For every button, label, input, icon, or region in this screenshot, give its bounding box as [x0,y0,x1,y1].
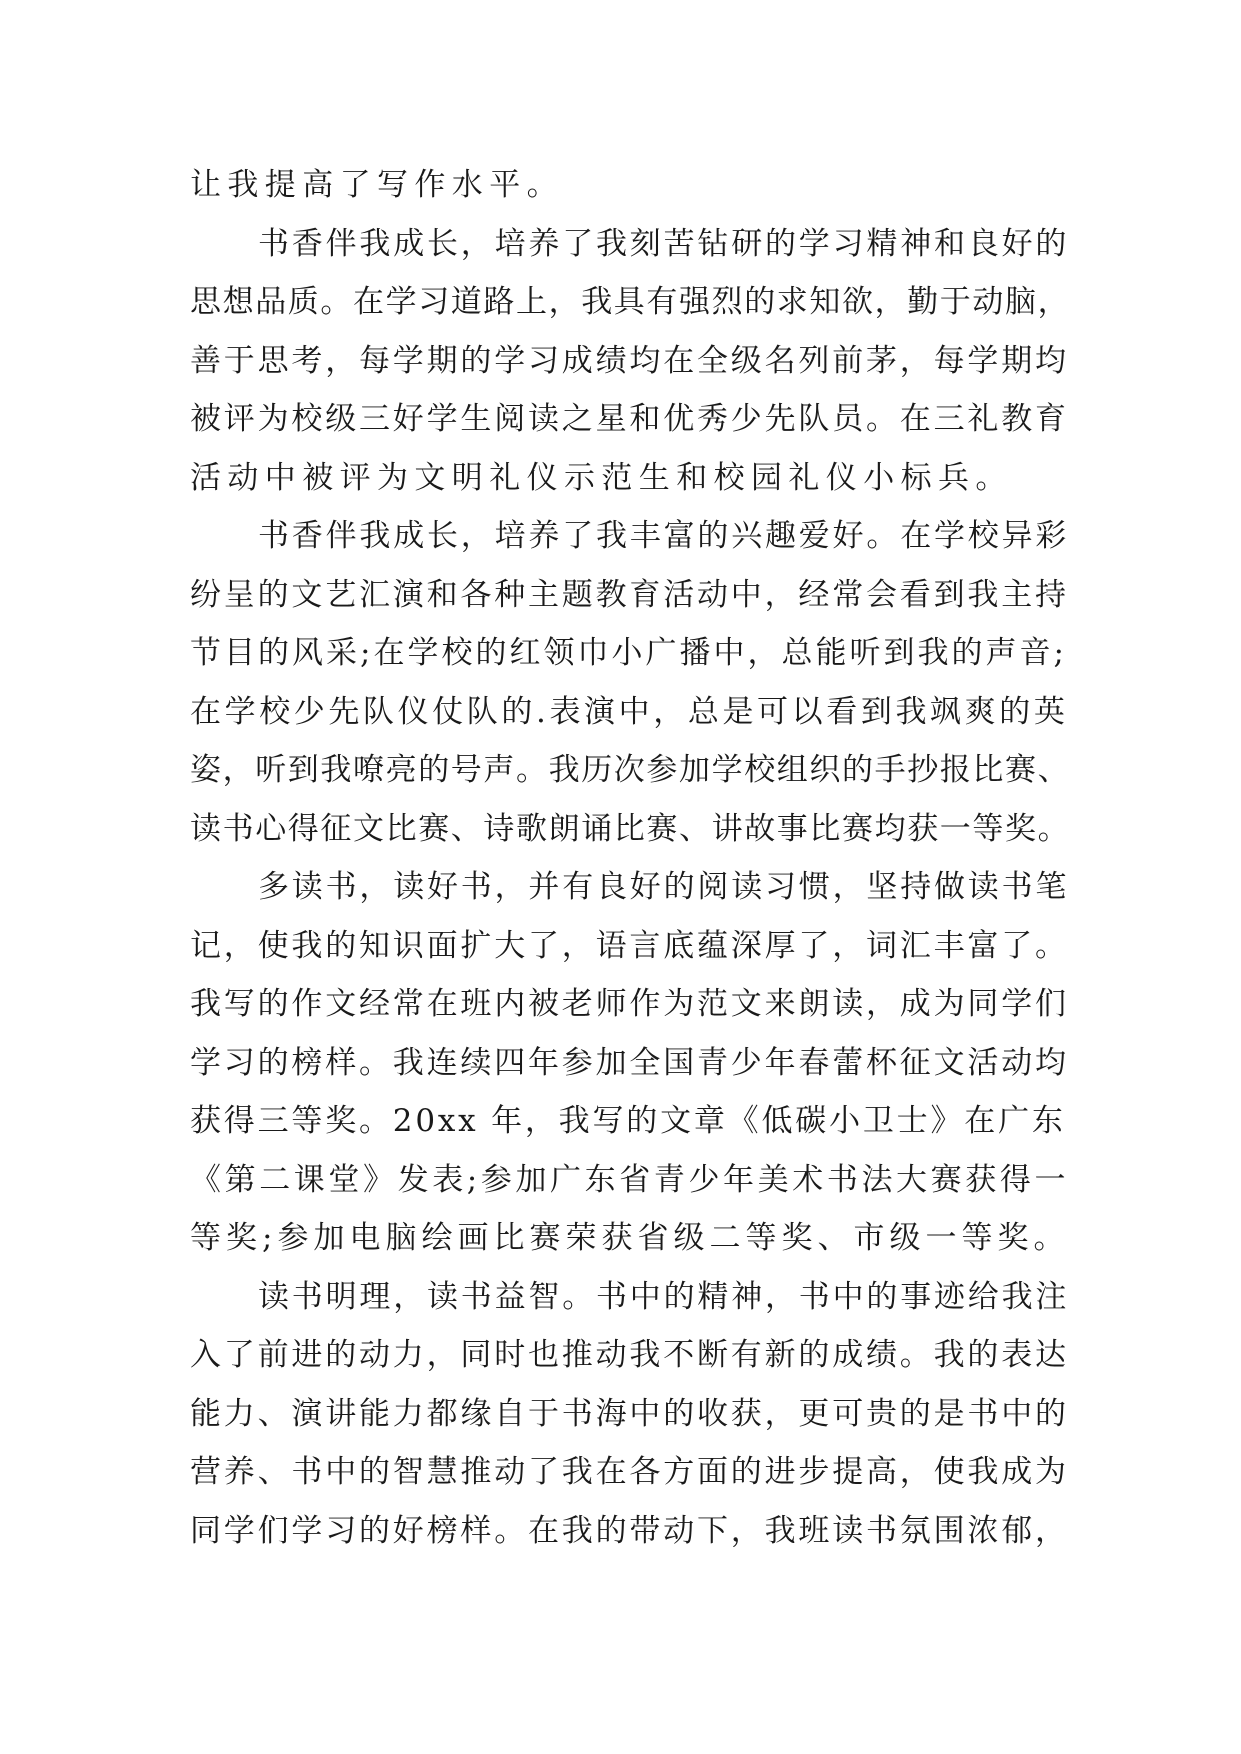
text-line: 获得三等奖。20xx 年，我写的文章《低碳小卫士》在广东 [190,1103,1066,1139]
text-line: 书香伴我成长，培养了我丰富的兴趣爱好。在学校异彩 [258,518,1070,554]
text-line: 读书心得征文比赛、诗歌朗诵比赛、讲故事比赛均获一等奖。 [190,810,1071,847]
text-line: 纷呈的文艺汇演和各种主题教育活动中，经常会看到我主持 [190,576,1069,613]
body-text [190,156,1070,1560]
text-line: 让我提高了写作水平。 [190,167,564,203]
text-line: 在学校少先队仪仗队的.表演中，总是可以看到我飒爽的英 [190,693,1069,730]
text-line: 同学们学习的好榜样。在我的带动下，我班读书氛围浓郁， [190,1512,1069,1549]
text-line: 姿，听到我嘹亮的号声。我历次参加学校组织的手抄报比赛、 [190,752,1071,788]
text-line: 书香伴我成长，培养了我刻苦钻研的学习精神和良好的 [258,225,1070,262]
text-line: 活动中被评为文明礼仪示范生和校园礼仪小标兵。 [190,459,1013,496]
text-line: 善于思考，每学期的学习成绩均在全级名列前茅，每学期均 [190,342,1069,379]
text-line: 多读书，读好书，并有良好的阅读习惯，坚持做读书笔 [258,869,1070,905]
text-line: 思想品质。在学习道路上，我具有强烈的求知欲，勤于动脑， [190,284,1071,320]
text-line: 学习的榜样。我连续四年参加全国青少年春蕾杯征文活动均 [190,1044,1069,1081]
text-line: 《第二课堂》发表;参加广东省青少年美术书法大赛获得一 [190,1161,1070,1198]
text-line: 营养、书中的智慧推动了我在各方面的进步提高，使我成为 [190,1454,1069,1490]
text-line: 我写的作文经常在班内被老师作为范文来朗读，成为同学们 [190,986,1069,1022]
text-line: 节目的风采;在学校的红领巾小广播中，总能听到我的声音; [190,635,1067,671]
text-line: 入了前进的动力，同时也推动我不断有新的成绩。我的表达 [190,1337,1069,1373]
text-line: 记，使我的知识面扩大了，语言底蕴深厚了，词汇丰富了。 [190,927,1069,964]
text-line: 能力、演讲能力都缘自于书海中的收获，更可贵的是书中的 [190,1395,1069,1432]
text-line: 读书明理，读书益智。书中的精神，书中的事迹给我注 [258,1278,1070,1315]
text-line: 被评为校级三好学生阅读之星和优秀少先队员。在三礼教育 [190,401,1069,437]
text-line: 等奖;参加电脑绘画比赛荣获省级二等奖、市级一等奖。 [190,1220,1070,1256]
